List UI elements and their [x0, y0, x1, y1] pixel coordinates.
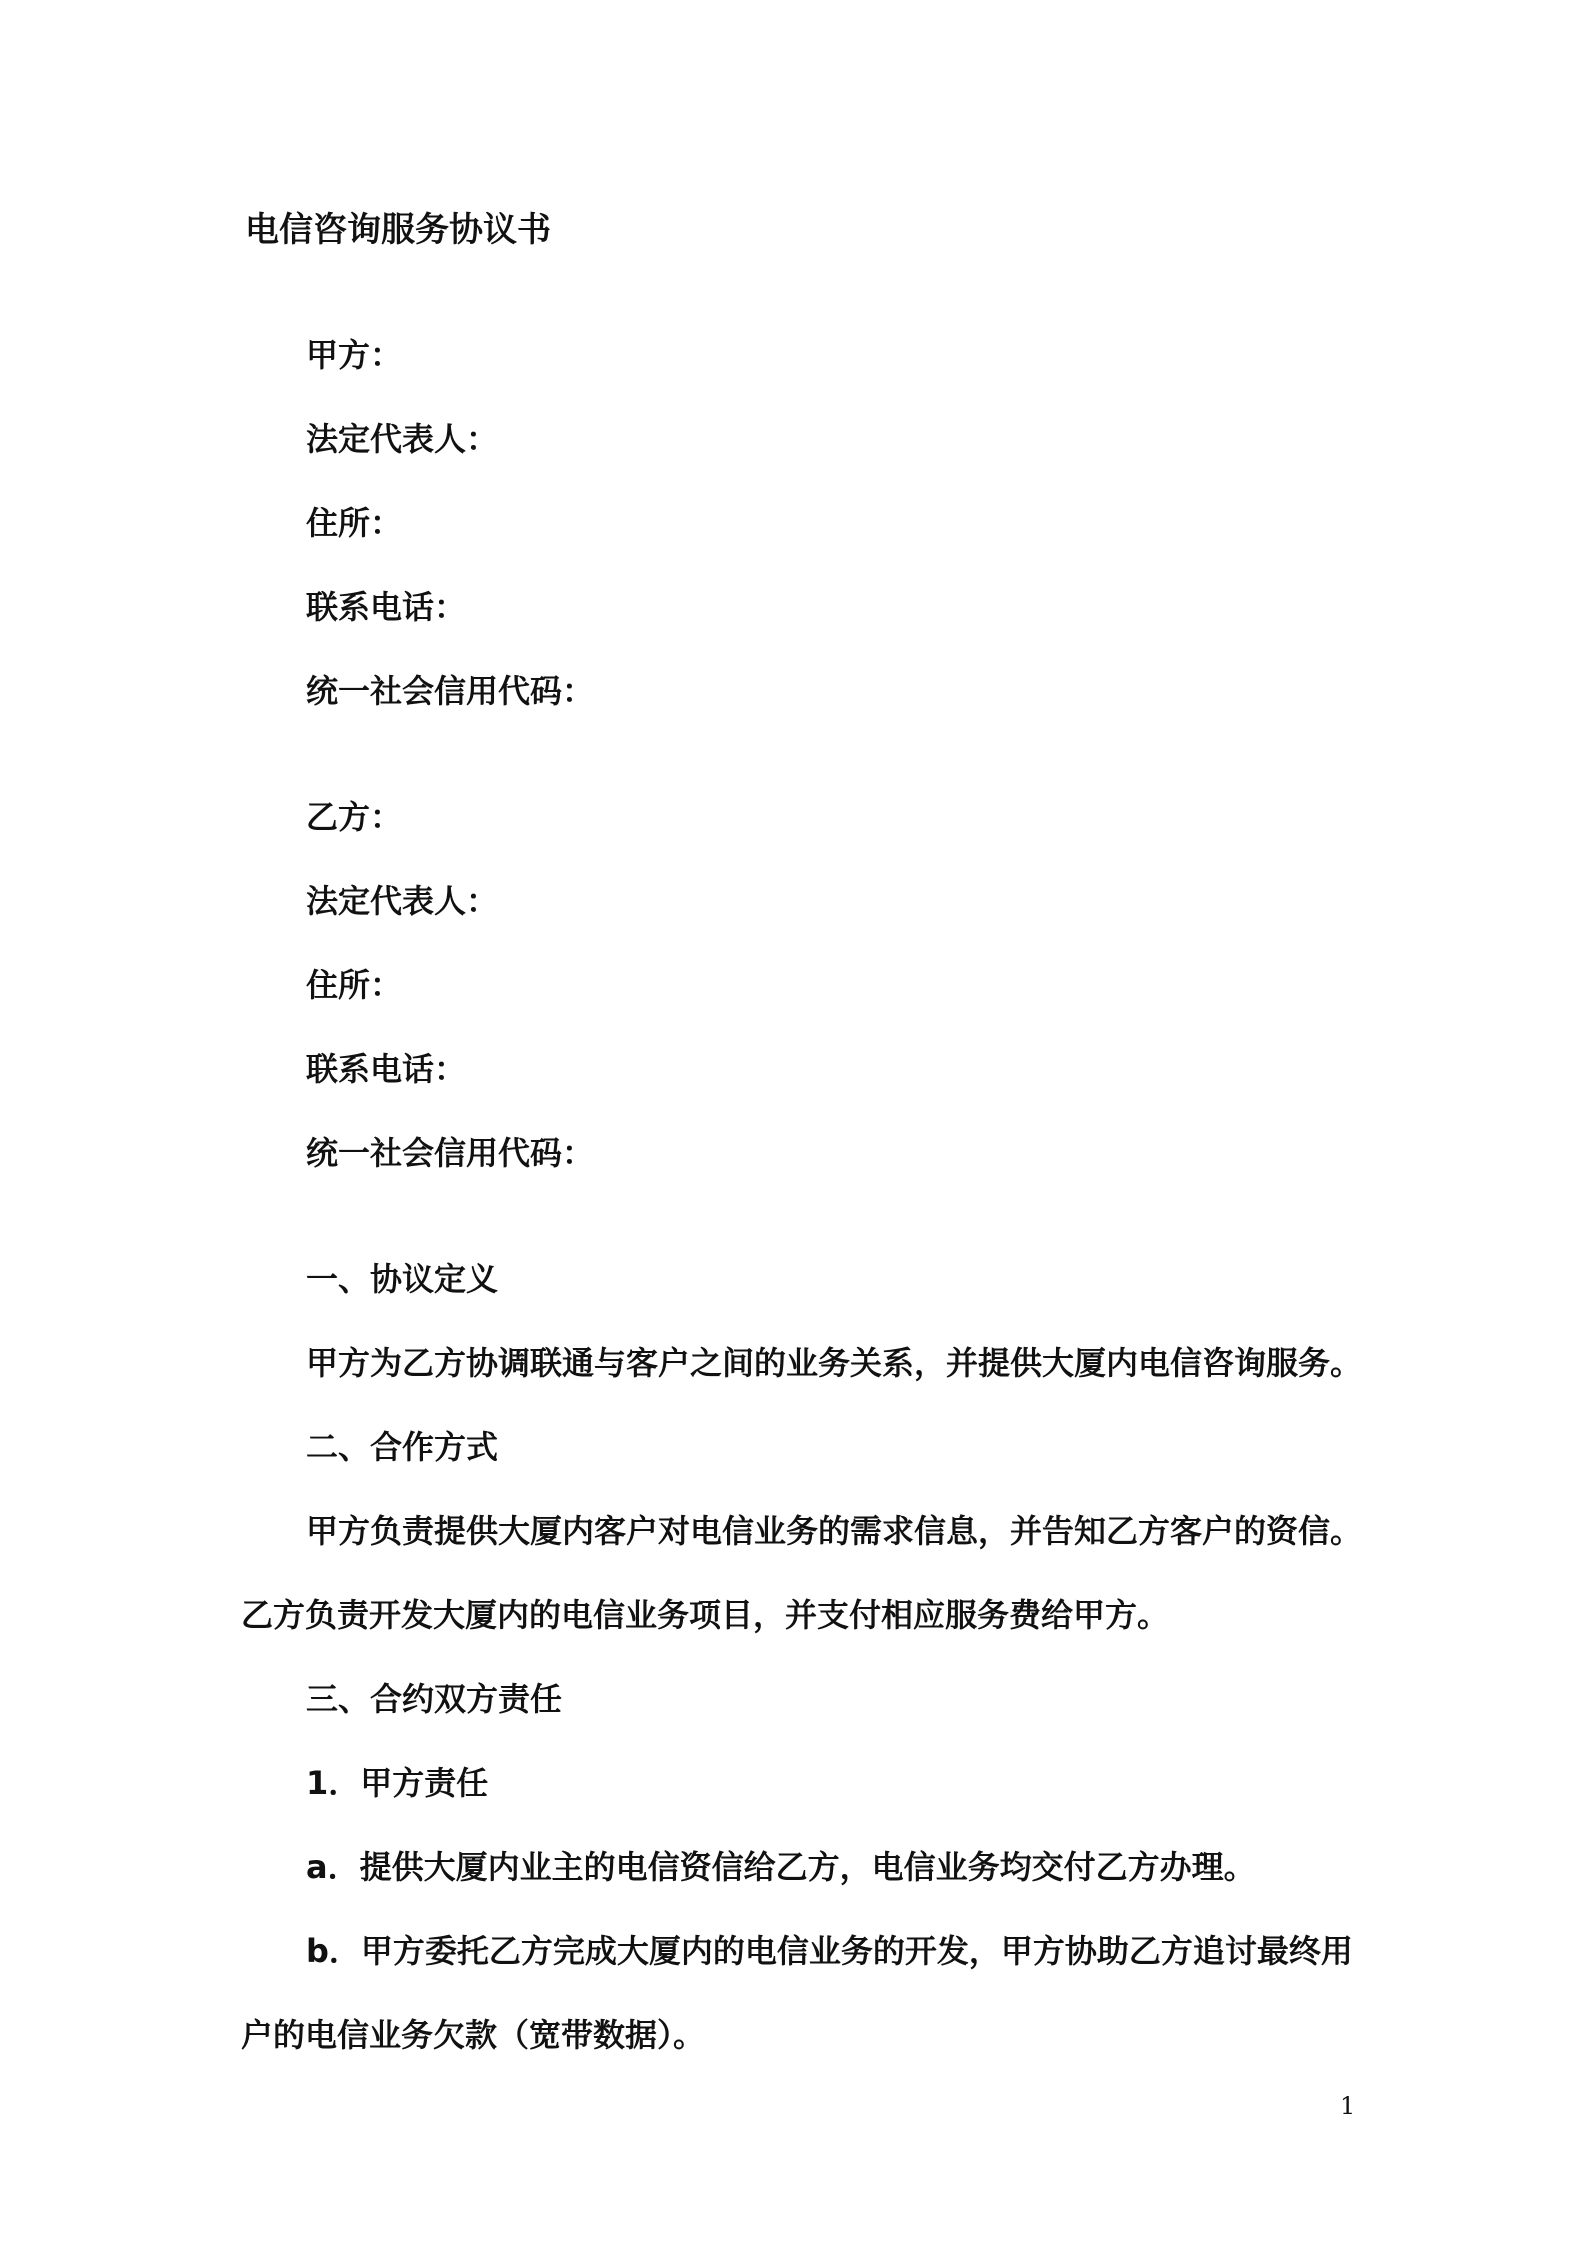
section-3-item-a: a．提供大厦内业主的电信资信给乙方，电信业务均交付乙方办理。 [306, 1848, 1256, 1886]
section-3-item-b-line-2: 户的电信业务欠款（宽带数据）。 [241, 2016, 706, 2054]
party-a-phone-label: 联系电话： [306, 588, 467, 626]
section-2-body-line-1: 甲方负责提供大厦内客户对电信业务的需求信息，并告知乙方客户的资信。 [306, 1512, 1363, 1550]
page-number: 1 [1340, 2092, 1356, 2120]
party-b-legal-rep-label: 法定代表人： [306, 882, 499, 920]
section-2-body-line-2: 乙方负责开发大厦内的电信业务项目，并支付相应服务费给甲方。 [241, 1596, 1170, 1634]
section-3-item-b-line-1: b．甲方委托乙方完成大厦内的电信业务的开发，甲方协助乙方追讨最终用 [306, 1932, 1353, 1970]
party-b-label: 乙方： [306, 798, 403, 836]
party-a-credit-code-label: 统一社会信用代码： [306, 672, 595, 710]
section-2-heading: 二、合作方式 [306, 1428, 499, 1466]
section-1-heading: 一、协议定义 [306, 1260, 499, 1298]
party-b-phone-label: 联系电话： [306, 1050, 467, 1088]
party-b-address-label: 住所： [306, 966, 403, 1004]
section-3-heading: 三、合约双方责任 [306, 1680, 563, 1718]
party-a-label: 甲方： [306, 336, 403, 374]
party-b-credit-code-label: 统一社会信用代码： [306, 1134, 595, 1172]
document-title: 电信咨询服务协议书 [245, 210, 551, 250]
section-1-body: 甲方为乙方协调联通与客户之间的业务关系，并提供大厦内电信咨询服务。 [306, 1344, 1363, 1382]
party-a-legal-rep-label: 法定代表人： [306, 420, 499, 458]
section-3-subheading: 1．甲方责任 [306, 1764, 489, 1802]
party-a-address-label: 住所： [306, 504, 403, 542]
